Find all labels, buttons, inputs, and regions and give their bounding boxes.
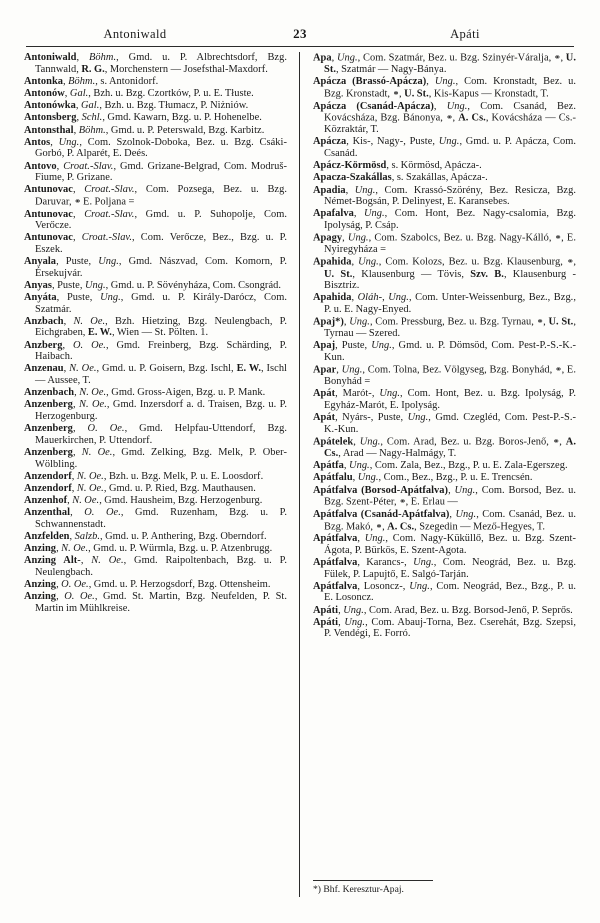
column-left [24, 52, 300, 897]
dictionary-entry: Anzenberg, N. Oe., Gmd. Inzersdorf a. d. Traisen, Bzg. u. P. Herzogenburg. [24, 399, 287, 422]
dictionary-entry: Anyala, Puste, Ung., Gmd. Nászvad, Com. Komorn, P. Érsekujvár. [24, 256, 287, 279]
page-header [30, 26, 570, 42]
dictionary-entry: Anzenberg, O. Oe., Gmd. Helpfau-Uttendorf, Bzg. Mauerkirchen, P. Uttendorf. [24, 423, 287, 446]
dictionary-entry: Apaj, Puste, Ung., Gmd. u. P. Dömsöd, Com. Pest-P.-S.-K.-Kun. [313, 340, 576, 363]
dictionary-entry: Antunovac, Croat.-Slav., Gmd. u. P. Suhopolje, Com. Verőcze. [24, 208, 287, 232]
dictionary-entry: Apácza, Kis-, Nagy-, Puste, Ung., Gmd. u. P. Apácza, Com. Csanád. [313, 136, 576, 160]
dictionary-entry: Antunovac, Croat.-Slav., Com. Pozsega, Bez. u. Bzg. Daruvar, ⚭ E. Poljana = [24, 184, 287, 208]
dictionary-entry: Apahida, Ung., Com. Kolozs, Bez. u. Bzg. Klausenburg, ⚭, U. St., Klausenburg — Tövis, Szv. B., Klausenburg - Bisztriz. [313, 256, 577, 292]
text-columns [24, 52, 576, 897]
dictionary-entry: Anzenbach, N. Oe., Gmd. Gross-Aigen, Bzg. u. P. Mank. [24, 387, 266, 399]
dictionary-entry: Apátfalva (Csanád-Apátfalva), Ung., Com. Csanád, Bez. u. Bzg. Makó, ⚭, A. Cs., Szegedin — Mező-Hegyes, T. [313, 508, 576, 533]
column-right [300, 52, 576, 897]
running-head-left: Antoniwald [103, 27, 167, 41]
dictionary-entry: Anzenberg, N. Oe., Gmd. Zelking, Bzg. Melk, P. Ober-Wölbling. [24, 446, 287, 470]
dictionary-entry: Anzberg, O. Oe., Gmd. Freinberg, Bzg. Schärding, P. Haibach. [24, 339, 287, 363]
dictionary-entry: Antonsberg, Schl., Gmd. Kawarn, Bzg. u. P. Hohenelbe. [24, 112, 262, 124]
dictionary-entry: Anzbach, N. Oe., Bzh. Hietzing, Bzg. Neulengbach, P. Eichgraben, E. W., Wien — St. Pölten. 1. [24, 315, 287, 339]
dictionary-entry: Antonsthal, Böhm., Gmd. u. P. Peterswald, Bzg. Karbitz. [24, 124, 265, 136]
dictionary-entry: Apátfalva, Karancs-, Ung., Com. Neográd, Bez. u. Bzg. Fülek, P. Lapujtő, E. Salgó-Tarján. [313, 557, 577, 580]
dictionary-entry: Antunovac, Croat.-Slav., Com. Verőcze, Bez., Bzg. u. P. Eszek. [24, 232, 287, 255]
dictionary-entry: Antovo, Croat.-Slav., Gmd. Grizane-Belgrad, Com. Modruš-Fiume, P. Grizane. [24, 160, 287, 184]
dictionary-entry: Apáti, Ung., Com. Abauj-Torna, Bez. Cserehát, Bzg. Szepsi, P. Vendégi, E. Forró. [313, 616, 576, 640]
dictionary-entry: Apátfalu, Ung., Com., Bez., Bzg., P. u. E. Trencsén. [313, 472, 533, 484]
dictionary-entry: Apátfalva (Borsod-Apátfalva), Ung., Com. Borsod, Bez. u. Bzg. Szent-Péter, ⚭, E. Erlau — [313, 484, 576, 508]
dictionary-entry: Anzendorf, N. Oe., Gmd. u. P. Ried, Bzg. Mauthausen. [24, 482, 256, 494]
dictionary-entry: Apa, Ung., Com. Szatmár, Bez. u. Bzg. Szinyér-Váralja, ⚭, U. St., Szatmár — Nagy-Bánya. [313, 52, 576, 76]
dictionary-entry: Antoniwald, Böhm., Gmd. u. P. Albrechtsdorf, Bzg. Tannwald, R. G., Morchenstern — Josefsthal-Maxdorf. [24, 52, 287, 75]
dictionary-entry: Anzfelden, Salzb., Gmd. u. P. Anthering, Bzg. Oberndorf. [24, 531, 267, 543]
dictionary-entry: Antonów, Gal., Bzh. u. Bzg. Czortków, P. u. E. Tłuste. [24, 87, 254, 99]
dictionary-entry: Apafalva, Ung., Com. Hont, Bez. Nagy-csalomia, Bzg. Ipolyság, P. Csáp. [313, 208, 576, 231]
dictionary-entry: Apácza (Csanád-Apácza), Ung., Com. Csanád, Bez. Kovácsháza, Bzg. Bánonya, ⚭, A. Cs., Kovácsháza — Cs.-Közraktár, T. [313, 100, 577, 136]
dictionary-entry: Apagy, Ung., Com. Szabolcs, Bez. u. Bzg. Nagy-Kálló, ⚭, E. Nyiregyháza = [313, 232, 576, 256]
footnote-divider [313, 880, 433, 881]
dictionary-entry: Apát, Nyárs-, Puste, Ung., Gmd. Czegléd, Com. Pest-P.-S.-K.-Kun. [313, 412, 576, 435]
dictionary-entry: Anyáta, Puste, Ung., Gmd. u. P. Király-Darócz, Com. Szatmár. [24, 292, 287, 315]
dictionary-entry: Antos, Ung., Com. Szolnok-Doboka, Bez. u. Bzg. Csáki-Gorbó, P. Alparét, E. Deés. [24, 136, 287, 160]
dictionary-entry: Anzing Alt-, N. Oe., Gmd. Raipoltenbach, Bzg. u. P. Neulengbach. [24, 555, 287, 579]
footnote-area [313, 880, 576, 895]
dictionary-entry: Anzing, O. Oe., Gmd. St. Martin, Bzg. Neufelden, P. St. Martin im Mühlkreise. [24, 591, 287, 615]
running-head-right: Apáti [450, 27, 480, 41]
dictionary-entry: Apaj*), Ung., Com. Pressburg, Bez. u. Bzg. Tyrnau, ⚭, U. St., Tyrnau — Szered. [313, 316, 576, 340]
dictionary-entry: Anzing, N. Oe., Gmd. u. P. Würmla, Bzg. u. P. Atzenbrugg. [24, 543, 273, 555]
dictionary-entry: Apacza-Szakállas, s. Szakállas, Apácza-. [313, 172, 488, 184]
dictionary-entry: Apáti, Ung., Com. Arad, Bez. u. Bzg. Borsod-Jenő, P. Seprős. [313, 604, 573, 616]
dictionary-entry: Apácza (Brassó-Apácza), Ung., Com. Kronstadt, Bez. u. Bzg. Kronstadt, ⚭, U. St., Kis-Kapus — Kronstadt, T. [313, 76, 576, 100]
dictionary-entry: Anzing, O. Oe., Gmd. u. P. Herzogsdorf, Bzg. Ottensheim. [24, 579, 271, 591]
dictionary-entry: Antonka, Böhm., s. Antonidorf. [24, 75, 159, 87]
header-divider [26, 46, 574, 47]
dictionary-entry: Apátelek, Ung., Com. Arad, Bez. u. Bzg. Boros-Jenő, ⚭, A. Cs., Arad — Nagy-Halmágy, T. [313, 436, 576, 460]
dictionary-entry: Antonówka, Gal., Bzh. u. Bzg. Tłumacz, P. Niżniów. [24, 100, 249, 112]
dictionary-entry: Anzenthal, O. Oe., Gmd. Ruzenham, Bzg. u. P. Schwannenstadt. [24, 507, 287, 530]
dictionary-entry: Anyas, Puste, Ung., Gmd. u. P. Sövényháza, Com. Csongrád. [24, 279, 282, 291]
dictionary-entry: Apadia, Ung., Com. Krassó-Szörény, Bez. Resicza, Bzg. Német-Bogsán, P. Delinyest, E. Karansebes. [313, 184, 576, 208]
dictionary-entry: Apátfalva, Ung., Com. Nagy-Küküllő, Bez. u. Bzg. Szent-Ágota, P. Bürkös, E. Szent-Agota. [313, 533, 576, 556]
dictionary-entry: Apácz-Körmösd, s. Körmösd, Apácza-. [313, 160, 482, 172]
dictionary-entry: Apátfa, Ung., Com. Zala, Bez., Bzg., P. u. E. Zala-Egerszeg. [313, 460, 568, 472]
dictionary-entry: Apahida, Oláh-, Ung., Com. Unter-Weissenburg, Bez., Bzg., P. u. E. Nagy-Enyed. [313, 292, 576, 315]
dictionary-entry: Anzendorf, N. Oe., Bzh. u. Bzg. Melk, P. u. E. Loosdorf. [24, 470, 264, 482]
dictionary-entry: Anzenhof, N. Oe., Gmd. Hausheim, Bzg. Herzogenburg. [24, 495, 263, 507]
dictionary-entry: Apátfalva, Losoncz-, Ung., Com. Neográd, Bez., Bzg., P. u. E. Losoncz. [313, 580, 576, 604]
footnote-text: *) Bhf. Keresztur-Apaj. [313, 884, 404, 895]
dictionary-entry: Anzenau, N. Oe., Gmd. u. P. Goisern, Bzg. Ischl, E. W., Ischl — Aussee, T. [24, 363, 287, 387]
dictionary-entry: Apát, Marót-, Ung., Com. Hont, Bez. u. Bzg. Ipolyság, P. Egyház-Marót, E. Ipolyság. [313, 388, 576, 412]
dictionary-entry: Apar, Ung., Com. Tolna, Bez. Völgyseg, Bzg. Bonyhád, ⚭, E. Bonyhád = [313, 364, 576, 388]
page-number: 23 [293, 26, 307, 41]
